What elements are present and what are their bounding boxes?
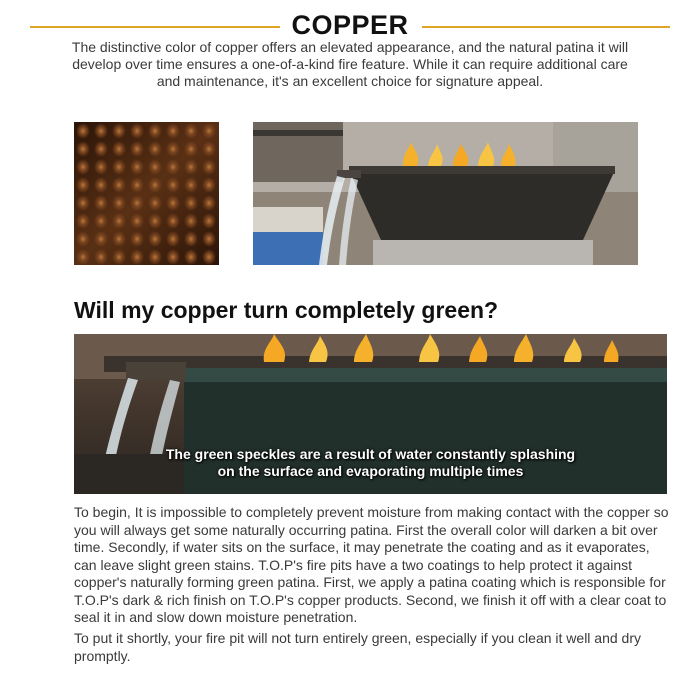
copper-texture-image — [74, 122, 219, 265]
copper-bowl-illustration — [253, 122, 638, 265]
caption-line-2: on the surface and evaporating multiple times — [217, 463, 524, 479]
copper-trough-image — [74, 334, 667, 494]
section-heading: Will my copper turn completely green? — [74, 297, 499, 323]
page-title: COPPER — [291, 10, 409, 40]
caption-line-1: The green speckles are a result of water constantly splashing — [165, 446, 576, 462]
copper-bowl-image — [253, 122, 638, 265]
image-caption — [74, 446, 667, 480]
intro-paragraph: The distinctive color of copper offers an elevated appearance, and the natural patina it will develop over time ensures a one-of-a-kind fire feature. While it can require additional care and maintenance, it's an excellent choice for signature appeal. — [71, 39, 629, 89]
body-paragraph-1: To begin, It is impossible to completely prevent moisture from making contact with the copper so you will always get some naturally occurring patina. First the overall color will darken a bit over time. Secondly, if water sits on the surface, it may penetrate the coating and as it evaporates, can leave slight green stains. T.O.P's fire pits have a two coatings to help protect it against copper's naturally forming green patina. First, we apply a patina coating which is responsible for T.O.P's dark & rich finish on T.O.P's copper products. Second, we finish it off with a clear coat to seal it in and slow down moisture penetration. — [74, 504, 669, 625]
header-rule-right — [422, 26, 670, 28]
body-paragraph-2: To put it shortly, your fire pit will not turn entirely green, especially if you clean it well and dry promptly. — [74, 630, 641, 664]
